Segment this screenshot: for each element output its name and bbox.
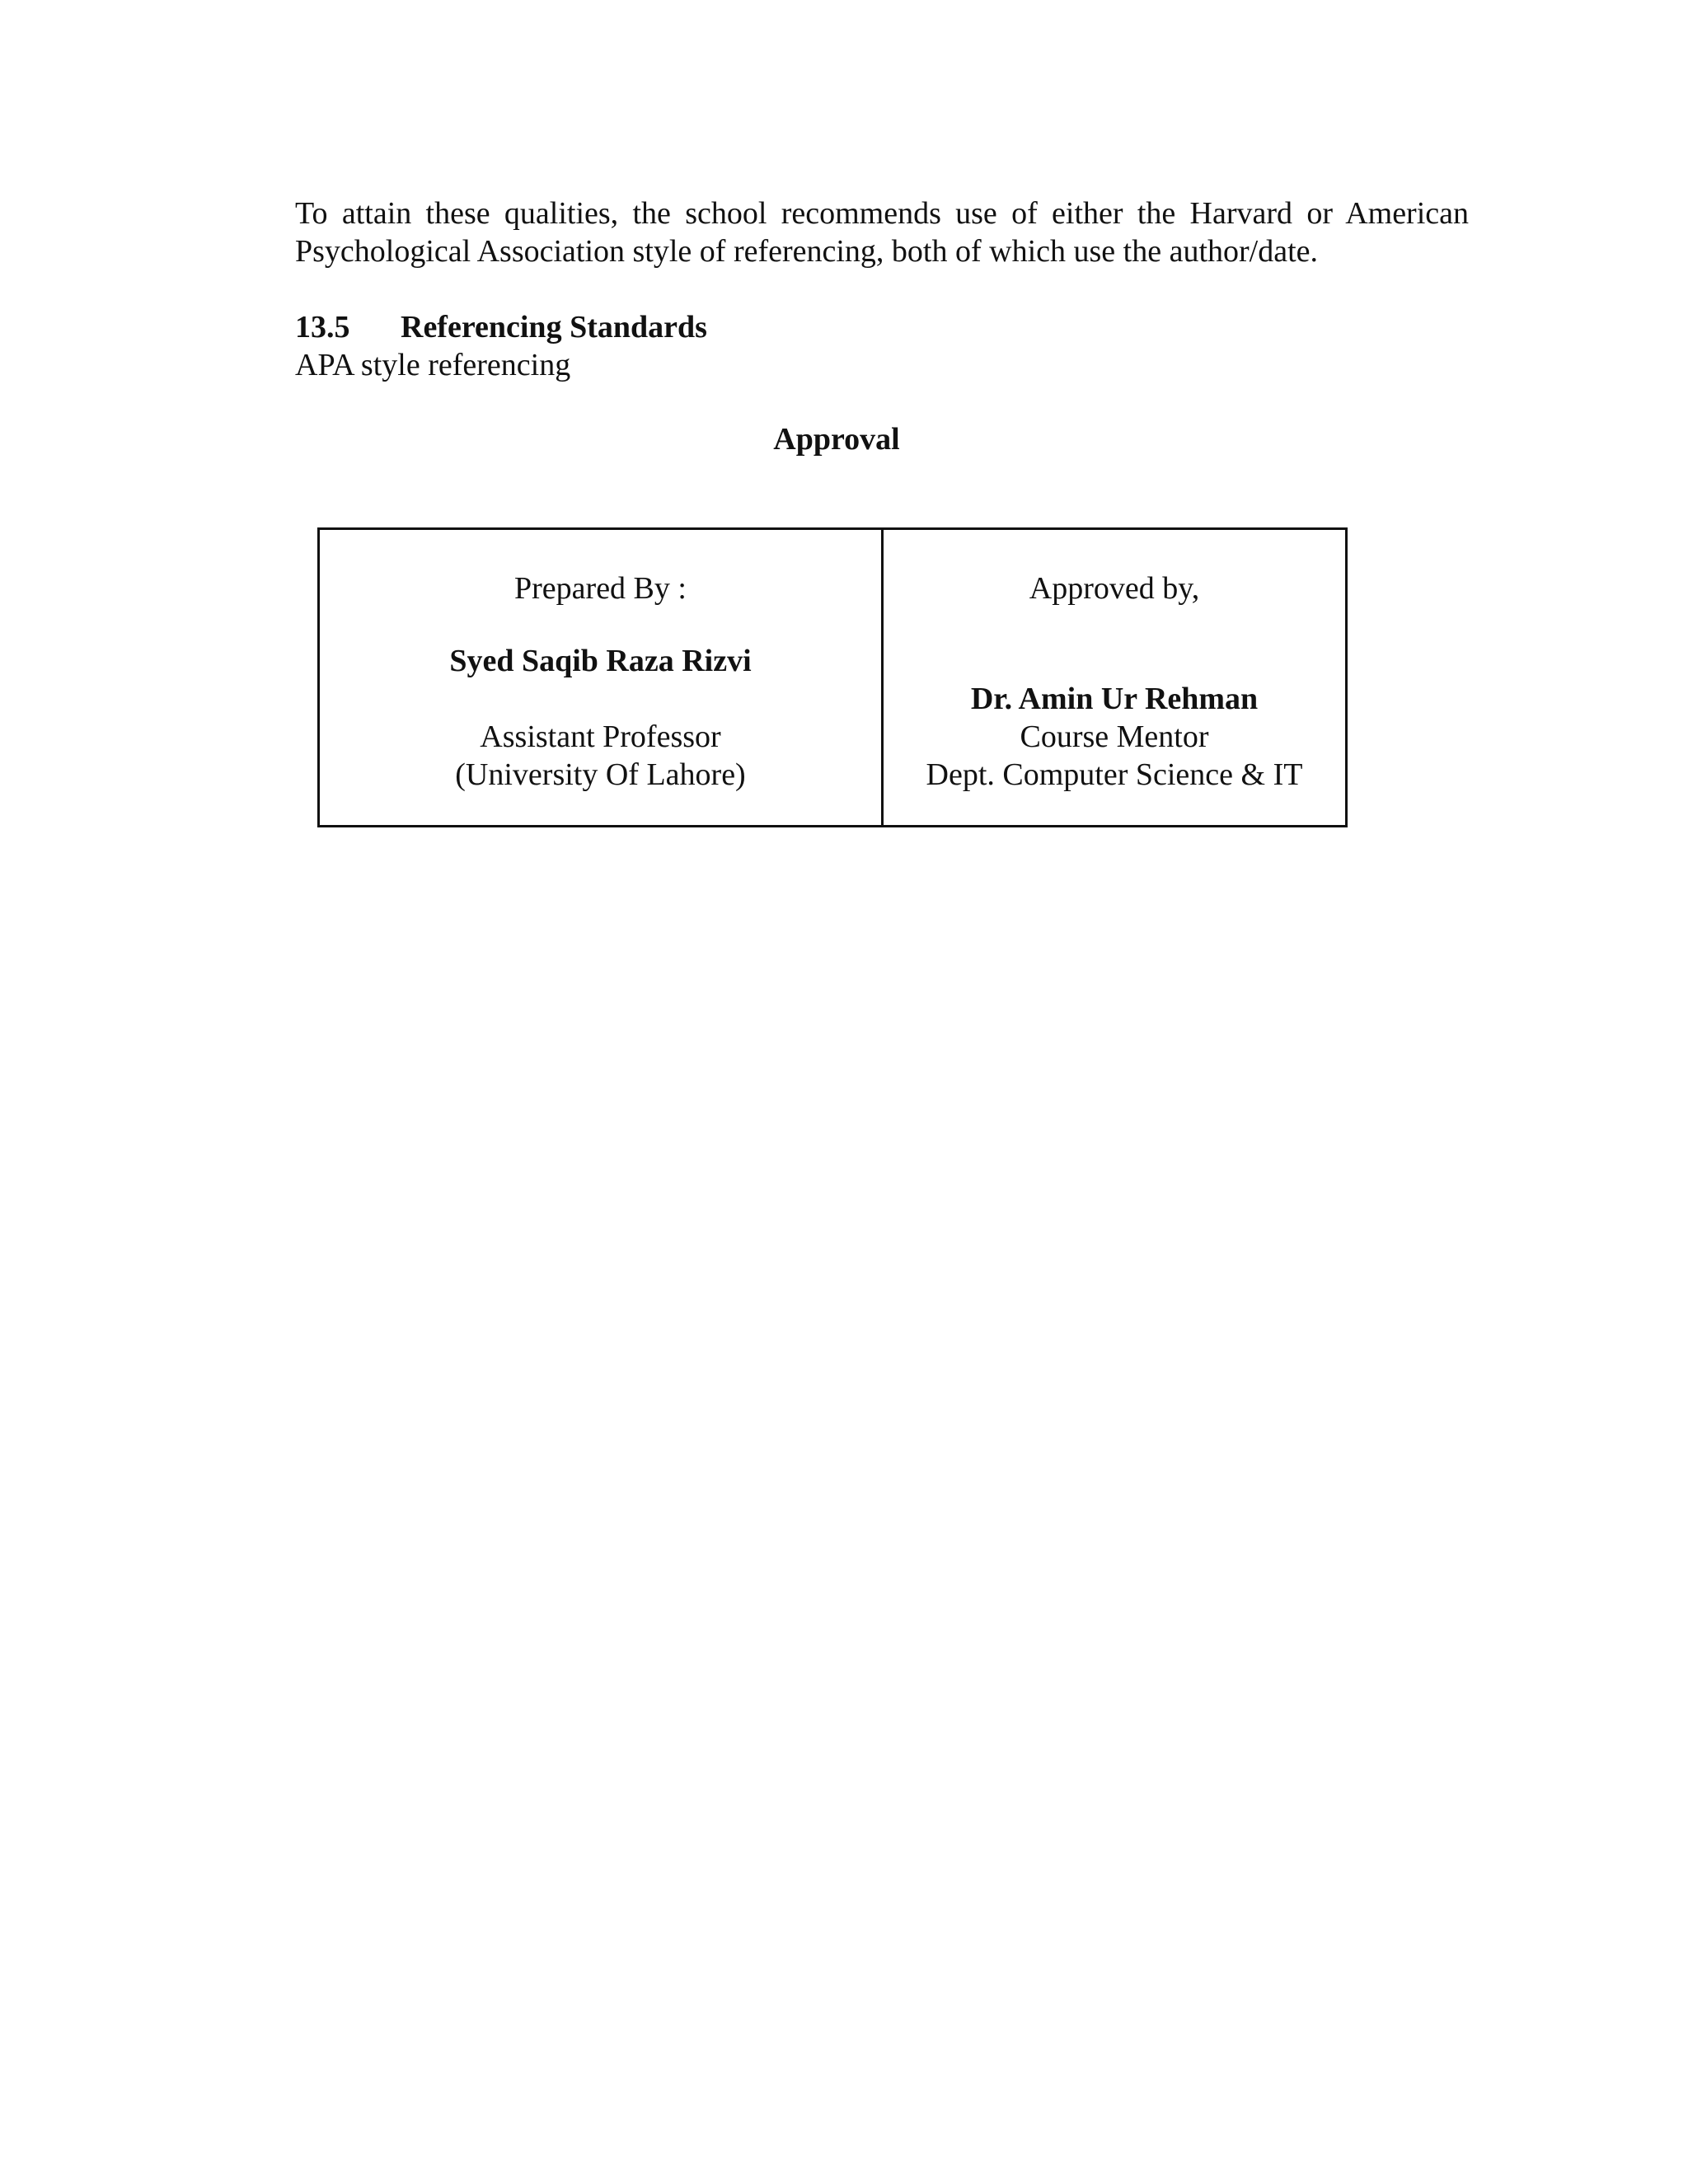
intro-paragraph-line-1: To attain these qualities, the school recommends use of either the Harvard or American [295, 196, 1469, 231]
section-number: 13.5 [295, 310, 350, 344]
approval-table [317, 527, 1348, 827]
prepared-by-institution: (University Of Lahore) [455, 757, 746, 792]
prepared-by-cell [320, 530, 884, 825]
approval-title: Approval [773, 422, 900, 457]
section-title: Referencing Standards [401, 310, 707, 344]
approved-by-name: Dr. Amin Ur Rehman [970, 682, 1259, 716]
section-heading [295, 308, 707, 346]
prepared-by-name: Syed Saqib Raza Rizvi [449, 644, 752, 678]
intro-paragraph [295, 194, 1469, 270]
approved-by-cell [884, 530, 1345, 825]
approved-by-designation: Course Mentor [1020, 719, 1209, 754]
approved-by-department: Dept. Computer Science & IT [926, 757, 1303, 792]
approved-by-label: Approved by, [1029, 571, 1200, 606]
intro-paragraph-line-2: Psychological Association style of referencing, both of which use the author/date. [295, 234, 1319, 269]
prepared-by-label: Prepared By : [514, 571, 687, 606]
section-body: APA style referencing [295, 348, 571, 382]
prepared-by-designation: Assistant Professor [480, 719, 721, 754]
